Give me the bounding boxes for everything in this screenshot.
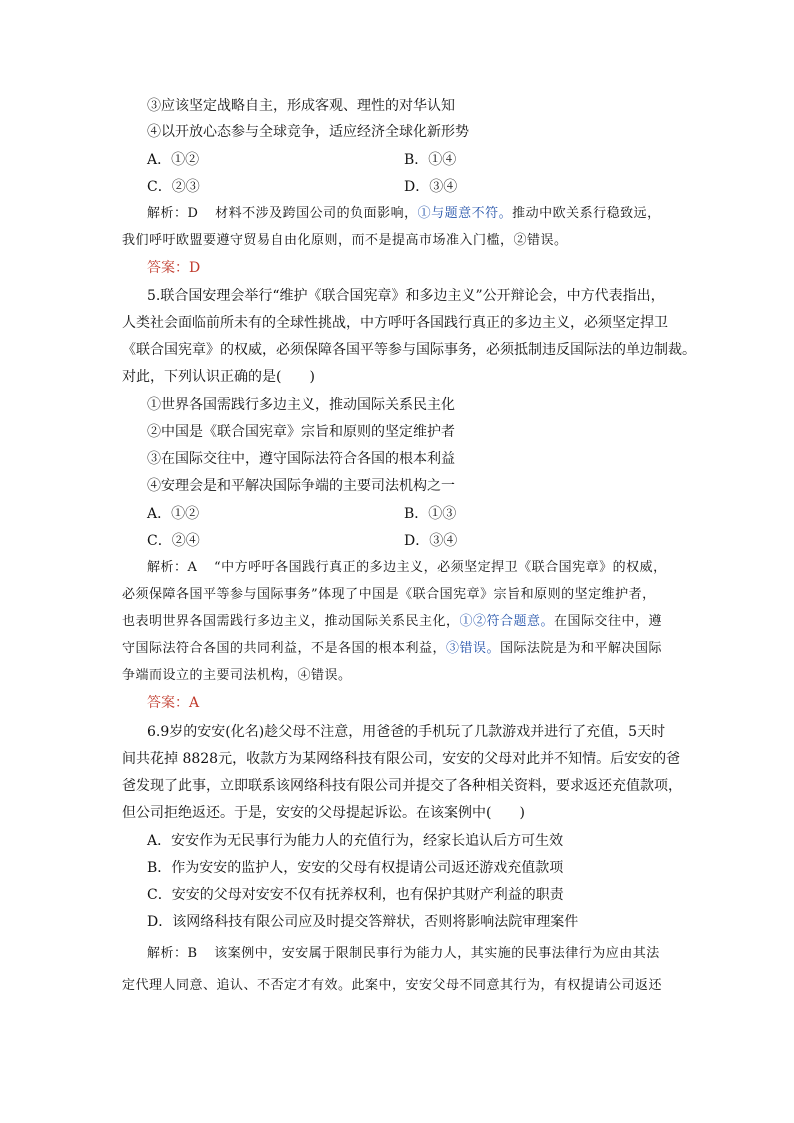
q5-stem-line-2: 人类社会面临前所未有的全球性挑战，中方呼吁各国践行真正的多边主义，必须坚定捍卫 <box>122 315 668 331</box>
q5-analysis-line-3 <box>122 612 662 632</box>
q6-stem-line-4: 但公司拒绝返还。于是，安安的父母提起诉讼。在该案例中( ) <box>122 805 525 821</box>
q5-analysis-line-5: 争端而设立的主要司法机构，④错误。 <box>122 668 352 683</box>
q6-stem-line-3: 爸发现了此事，立即联系该网络科技有限公司并提交了各种相关资料，要求返还充值款项， <box>122 778 682 794</box>
q4-analysis-line-2: 我们呼吁欧盟要遵守贸易自由化原则，而不是提高市场准入门槛，②错误。 <box>122 233 568 248</box>
q5-option-3: ③在国际交往中，遵守国际法符合各国的根本利益 <box>147 451 455 467</box>
q5-choice-c: C．②④ <box>147 533 200 549</box>
q6-analysis-line-2: 定代理人同意、追认、不否定才有效。此案中，安安父母不同意其行为，有权提请公司返还 <box>122 978 663 993</box>
q6-option-b: B．作为安安的监护人，安安的父母有权提请公司返还游戏充值款项 <box>147 860 564 876</box>
q5-stem-line-3: 《联合国宪章》的权威，必须保障各国平等参与国际事务，必须抵制违反国际法的单边制裁。 <box>122 342 696 358</box>
q5-analysis-line-1 <box>147 558 667 578</box>
q5-analysis-highlight: ③错误。 <box>446 641 501 656</box>
q5-analysis-label: 解析：A <box>147 560 198 575</box>
q5-answer: 答案：A <box>147 695 200 711</box>
q4-option-4: ④以开放心态参与全球竞争，适应经济全球化新形势 <box>147 124 469 140</box>
q5-choice-b: B．①③ <box>404 506 457 522</box>
q5-stem-line-1: 5.联合国安理会举行“维护《联合国宪章》和多边主义”公开辩论会，中方代表指出， <box>147 288 665 304</box>
q5-option-4: ④安理会是和平解决国际争端的主要司法机构之一 <box>147 478 455 494</box>
q6-analysis-label: 解析：B <box>147 946 198 961</box>
q5-analysis-text: “中方呼吁各国践行真正的多边主义，必须坚定捍卫《联合国宪章》的权威， <box>214 560 667 575</box>
q4-choice-c: C．②③ <box>147 179 200 195</box>
q6-option-d: D．该网络科技有限公司应及时提交答辩状，否则将影响法院审理案件 <box>147 914 579 930</box>
q5-choice-a: A．①② <box>147 506 200 522</box>
q5-analysis-text: 守国际法符合各国的共同利益，不是各国的根本利益， <box>122 641 447 656</box>
q4-choice-a: A．①② <box>147 152 200 168</box>
q4-analysis-text: 推动中欧关系行稳致远， <box>512 206 661 221</box>
q5-choice-d: D．③④ <box>404 533 458 549</box>
q5-option-1: ①世界各国需践行多边主义，推动国际关系民主化 <box>147 397 455 413</box>
q4-analysis-text: 材料不涉及跨国公司的负面影响， <box>215 206 418 221</box>
q4-analysis-label: 解析：D <box>147 206 199 221</box>
q6-stem-line-2: 间共花掉 8828元，收款方为某网络科技有限公司，安安的父母对此并不知情。后安安的爸 <box>122 751 681 767</box>
q4-analysis-highlight: ①与题意不符。 <box>417 206 513 221</box>
q4-choice-d: D．③④ <box>404 179 458 195</box>
q6-analysis-line-1 <box>147 944 660 964</box>
q4-choice-b: B．①④ <box>404 152 457 168</box>
q4-answer: 答案：D <box>147 260 201 276</box>
q6-analysis-text: 该案例中，安安属于限制民事行为能力人，其实施的民事法律行为应由其法 <box>214 946 660 961</box>
q5-analysis-text: 在国际交往中，遵 <box>554 614 663 629</box>
q4-option-3: ③应该坚定战略自主，形成客观、理性的对华认知 <box>147 98 455 114</box>
q5-option-2: ②中国是《联合国宪章》宗旨和原则的坚定维护者 <box>147 424 455 440</box>
q5-analysis-line-2: 必须保障各国平等参与国际事务”体现了中国是《联合国宪章》宗旨和原则的坚定维护者， <box>122 587 656 602</box>
q6-stem-line-1: 6.9岁的安安(化名)趁父母不注意，用爸爸的手机玩了几款游戏并进行了充值，5天时 <box>147 724 666 740</box>
q6-option-a: A．安安作为无民事行为能力人的充值行为，经家长追认后方可生效 <box>147 833 564 849</box>
q5-analysis-highlight: ①②符合题意。 <box>459 614 555 629</box>
q5-stem-line-4: 对此，下列认识正确的是( ) <box>122 369 315 385</box>
q5-analysis-line-4 <box>122 639 662 659</box>
q6-option-c: C．安安的父母对安安不仅有抚养权利，也有保护其财产利益的职责 <box>147 887 564 903</box>
q5-analysis-text: 也表明世界各国需践行多边主义，推动国际关系民主化， <box>122 614 460 629</box>
q4-analysis-line-1 <box>147 204 661 224</box>
q5-analysis-text: 国际法院是为和平解决国际 <box>500 641 663 656</box>
